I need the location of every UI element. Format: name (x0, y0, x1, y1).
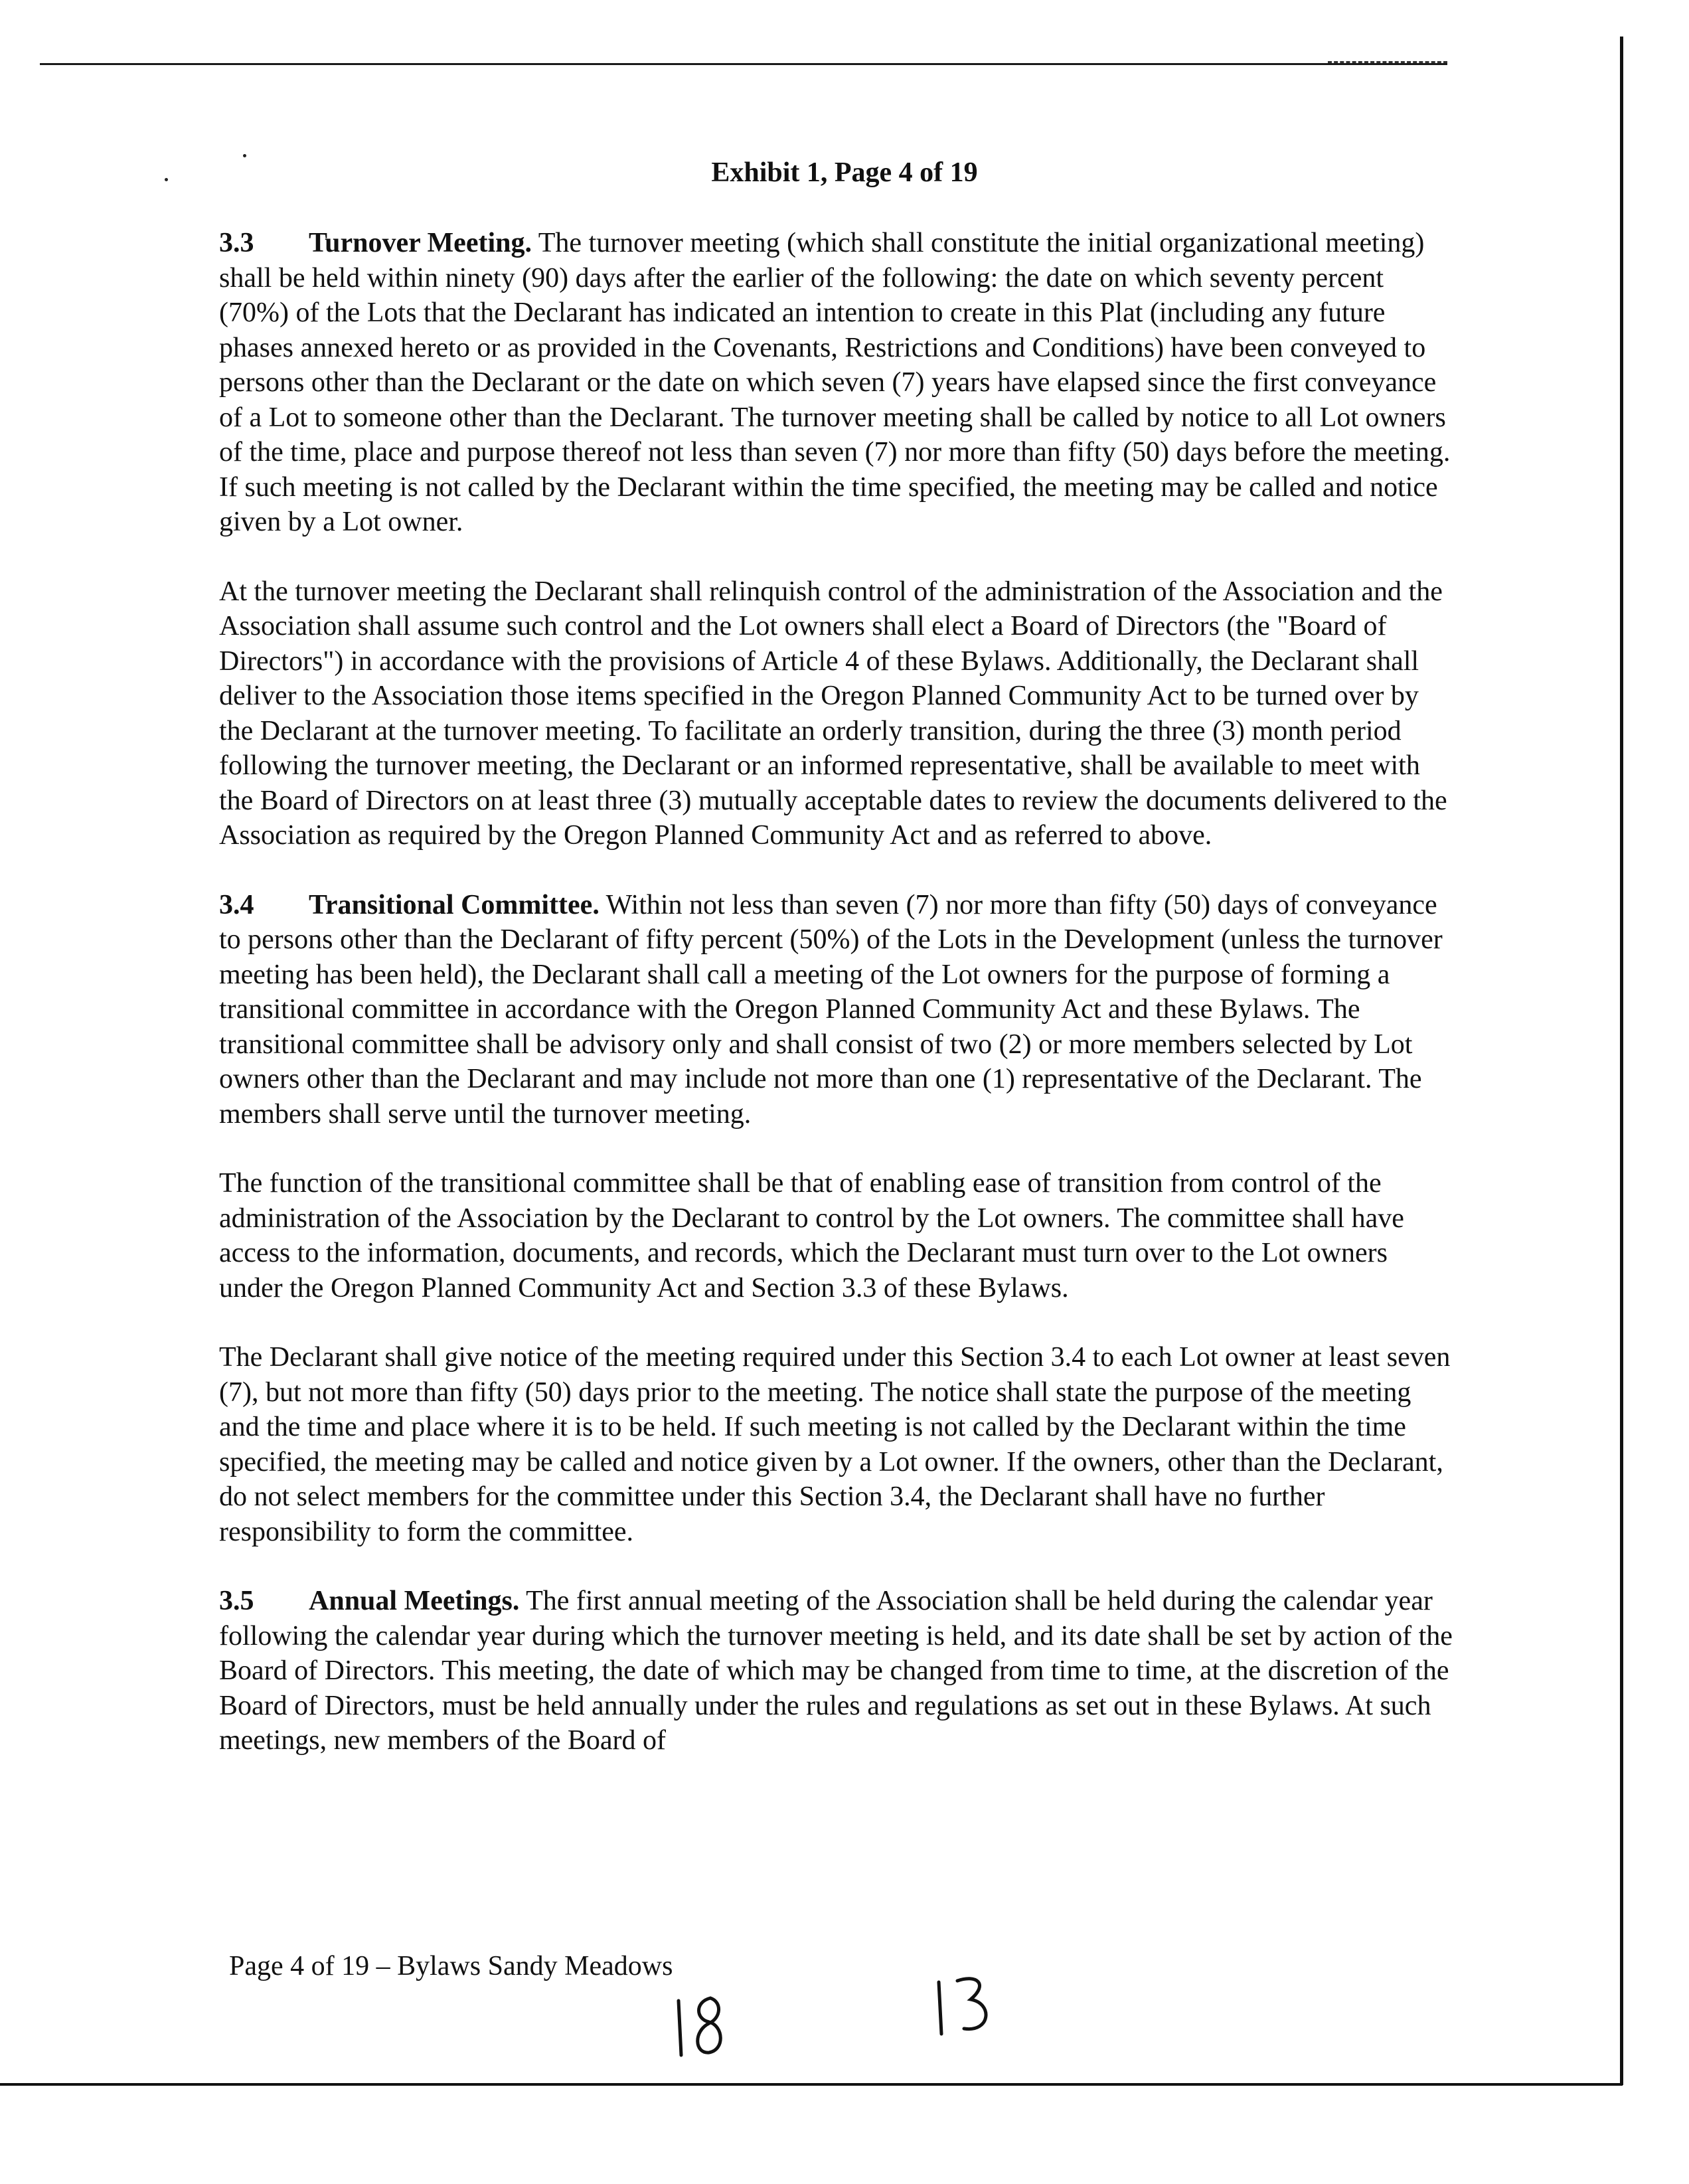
section-number: 3.3 (219, 228, 254, 258)
scan-right-edge (1620, 37, 1623, 2085)
section-3-3-para-1 (219, 226, 1454, 540)
section-title: Transitional Committee. (309, 889, 600, 920)
handwritten-mark-18 (671, 1989, 744, 2062)
paragraph-text: Within not less than seven (7) nor more than fifty (50) days of conveyance to persons other than the Declarant of fifty percent (50%) of the Lots in the Development (unless the turnover meeting has been held), the Declarant shall call a meeting of the Lot owners for the purpose of forming a transitional committee in accordance with the Oregon Planned Community Act and these Bylaws. The transitional committee shall be advisory only and shall consist of two (2) or more members selected by Lot owners other than the Declarant and may include not more than one (1) representative of the Declarant. The members shall serve until the turnover meeting. (219, 889, 1443, 1130)
section-3-4-para-1 (219, 888, 1454, 1132)
document-body (219, 226, 1454, 1793)
page-footer: Page 4 of 19 – Bylaws Sandy Meadows (229, 1951, 673, 1981)
paragraph-text: The first annual meeting of the Association shall be held during the calendar year following the calendar year during which the turnover meeting is held, and its date shall be set by action of the Board of Directors. This meeting, the date of which may be changed from time to time, at the discretion of the Board of Directors, must be held annually under the rules and regulations as set out in these Bylaws. At such meetings, new members of the Board of (219, 1586, 1453, 1756)
scan-bottom-edge (0, 2083, 1623, 2086)
paragraph-text: The turnover meeting (which shall constitute the initial organizational meeting) shall be held within ninety (90) days after the earlier of the following: the date on which seventy percent (70%) of the Lots that the Declarant has indicated an intention to create in this Plat (including any future phases annexed hereto or as provided in the Covenants, Restrictions and Conditions) have been conveyed to persons other than the Declarant or the date on which seven (7) years have elapsed since the first conveyance of a Lot to someone other than the Declarant. The turnover meeting shall be called by notice to all Lot owners of the time, place and purpose thereof not less than seven (7) nor more than fifty (50) days before the meeting. If such meeting is not called by the Declarant within the time specified, the meeting may be called and notice given by a Lot owner. (219, 228, 1451, 537)
section-3-4-para-2: The function of the transitional committee shall be that of enabling ease of transition from control of the administration of the Association by the Declarant to control by the Lot owners. The committee shall have access to the information, documents, and records, which the Declarant must turn over to the Lot owners under the Oregon Planned Community Act and Section 3.3 of these Bylaws. (219, 1168, 1404, 1303)
handwritten-mark-13 (929, 1969, 1003, 2042)
section-3-4-para-3: The Declarant shall give notice of the meeting required under this Section 3.4 to each Lot owner at least seven (7), but not more than fifty (50) days prior to the meeting. The notice shall state the purpose of the meeting and the time and place where it is to be held. If such meeting is not called by the Declarant within the time specified, the meeting may be called and notice given by a Lot owner. If the owners, other than the Declarant, do not select members for the committee under this Section 3.4, the Declarant shall have no further responsibility to form the committee. (219, 1342, 1451, 1547)
section-3-3-para-2: At the turnover meeting the Declarant shall relinquish control of the administration of the Association and the Association shall assume such control and the Lot owners shall elect a Board of Directors (the "Board of Directors") in accordance with the provisions of Article 4 of these Bylaws. Additionally, the Declarant shall deliver to the Association those items specified in the Oregon Planned Community Act to be turned over by the Declarant at the turnover meeting. To facilitate an orderly transition, during the three (3) month period following the turnover meeting, the Declarant or an informed representative, shall be available to meet with the Board of Directors on at least three (3) mutually acceptable dates to review the documents delivered to the Association as required by the Oregon Planned Community Act and as referred to above. (219, 576, 1447, 851)
section-title: Turnover Meeting. (309, 228, 532, 258)
section-3-5-para-1 (219, 1584, 1454, 1758)
section-title: Annual Meetings. (309, 1586, 520, 1616)
page-header-title: Exhibit 1, Page 4 of 19 (711, 157, 978, 188)
section-number: 3.5 (219, 1586, 254, 1616)
scan-top-rule (40, 63, 1447, 65)
section-number: 3.4 (219, 889, 254, 920)
scan-top-rule-dash (1328, 61, 1447, 63)
